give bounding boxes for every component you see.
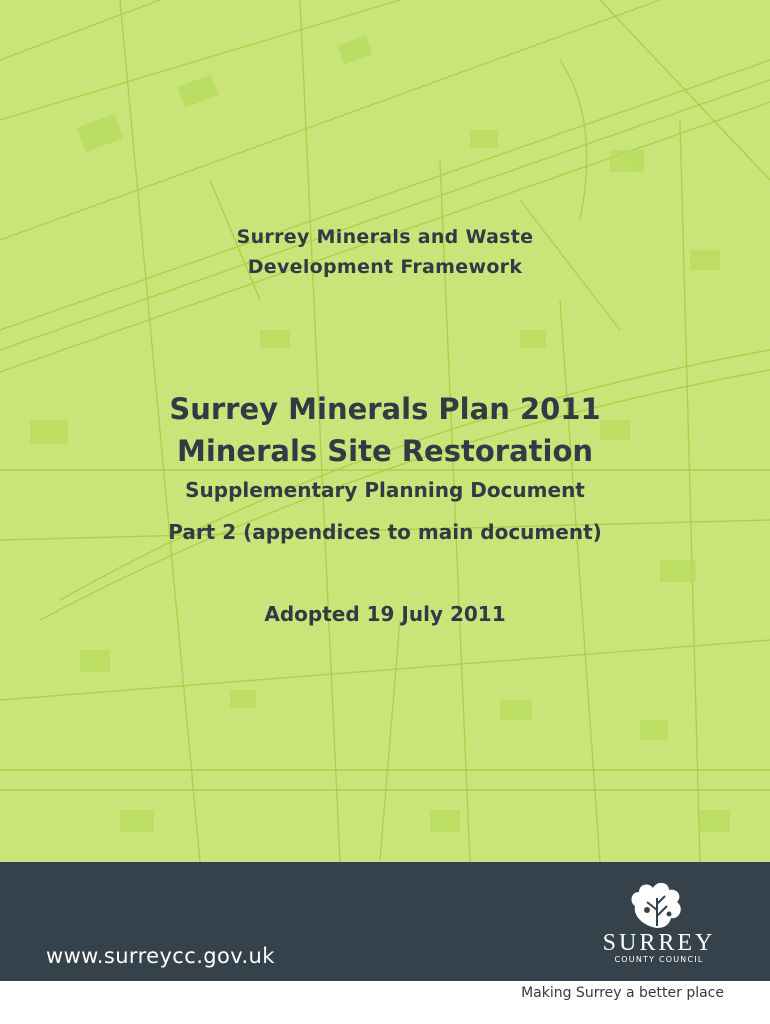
plan-title	[0, 388, 770, 472]
framework-title-line-2: Development Framework	[247, 256, 523, 278]
framework-title	[0, 222, 770, 282]
plan-title-line-2: Minerals Site Restoration	[176, 434, 594, 468]
strapline: Making Surrey a better place	[521, 985, 724, 1001]
plan-title-line-1: Surrey Minerals Plan 2011	[169, 392, 601, 426]
framework-title-line-1: Surrey Minerals and Waste	[236, 226, 534, 248]
adoption-date: Adopted 19 July 2011	[264, 602, 506, 626]
surrey-wordmark: SURREY	[602, 930, 716, 956]
document-part: Part 2 (appendices to main document)	[168, 520, 602, 544]
county-council-label: COUNTY COUNCIL	[614, 955, 704, 964]
document-type: Supplementary Planning Document	[185, 478, 585, 502]
website-link[interactable]: www.surreycc.gov.uk	[46, 944, 275, 968]
oak-leaf-icon	[625, 880, 689, 932]
